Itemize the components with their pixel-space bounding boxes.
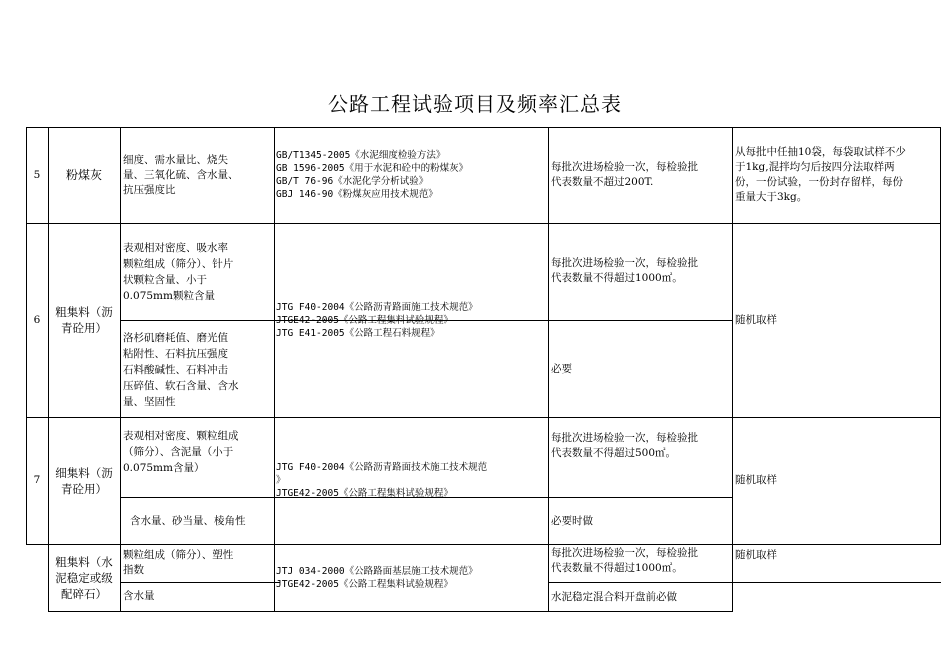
row7-test-items-a: 表观相对密度、颗粒组成 （筛分）、含泥量（小于 0.075mm含量） xyxy=(123,430,239,474)
row5-number: 5 xyxy=(33,168,41,181)
row5-standards: GB/T1345-2005《水泥细度检验方法》 GB 1596-2005《用于水泥和砼中的粉煤灰》 GB/T 76-96《水泥化学分析试验》 GBJ 146-90《粉煤灰应用技术规范》 xyxy=(276,150,469,200)
page-title: 公路工程试验项目及频率汇总表 xyxy=(328,92,622,116)
row5-test-items: 细度、需水量比、烧失 量、三氧化硫、含水量、 抗压强度比 xyxy=(123,153,239,196)
row6-standards: JTG F40-2004《公路沥青路面施工技术规范》 JTGE42-2005《公路工程集料试验规程》 JTG E41-2005《公路工程石料规程》 xyxy=(276,301,478,339)
row6-frequency-a: 每批次进场检验一次，每检验批 代表数量不得超过1000㎡。 xyxy=(551,257,698,284)
row7-number: 7 xyxy=(33,474,41,486)
row8-frequency-b: 水泥稳定混合料开盘前必做 xyxy=(551,590,677,603)
row6-frequency-b: 必要 xyxy=(551,362,572,375)
row6-number: 6 xyxy=(33,313,41,326)
row8-material: 粗集料（水 泥稳定或级 配碎石） xyxy=(55,554,113,601)
row6-material: 粗集料（沥 青砼用） xyxy=(55,305,113,335)
row7-frequency-b: 必要时做 xyxy=(551,514,593,527)
row8-test-items-a: 颗粒组成（筛分）、塑性 指数 xyxy=(123,549,234,576)
row7-frequency-a: 每批次进场检验一次，每检验批 代表数量不得超过500㎡。 xyxy=(551,432,698,459)
row6-sampling: 随机取样 xyxy=(735,313,777,326)
row8-test-items-b: 含水量 xyxy=(123,590,155,602)
row6-test-items-b: 洛杉矶磨耗值、磨光值 粘附性、石料抗压强度 石料酸碱性、石料冲击 压碎值、软石含量、含水 量、坚固性 xyxy=(123,332,239,408)
row8-sampling: 随机取样 xyxy=(735,549,777,561)
row8-frequency-a: 每批次进场检验一次，每检验批 代表数量不得超过1000㎡。 xyxy=(551,547,698,574)
row7-standards: JTG F40-2004《公路沥青路面技术施工技术规范 》 JTGE42-2005《公路工程集料试验规程》 xyxy=(276,462,488,499)
row5-sampling: 从每批中任抽10袋，每袋取试样不少 于1kg,混拌均匀后按四分法取样两 份，一份试验，一份封存留样，每份 重量大于3kg。 xyxy=(735,146,906,203)
row7-sampling: 随机取样 xyxy=(735,474,777,486)
row7-material: 细集料（沥 青砼用） xyxy=(55,465,113,496)
row5-frequency: 每批次进场检验一次，每检验批 代表数量不超过200T. xyxy=(551,161,698,188)
row7-test-items-b: 含水量、砂当量、棱角性 xyxy=(130,514,246,527)
row8-standards: JTJ 034-2000《公路路面基层施工技术规范》 JTGE42-2005《公路工程集料试验规程》 xyxy=(276,565,478,590)
row5-material: 粉煤灰 xyxy=(65,167,102,182)
row6-test-items-a: 表观相对密度、吸水率 颗粒组成（筛分）、针片 状颗粒含量、小于 0.075mm颗粒含量 xyxy=(123,242,234,302)
